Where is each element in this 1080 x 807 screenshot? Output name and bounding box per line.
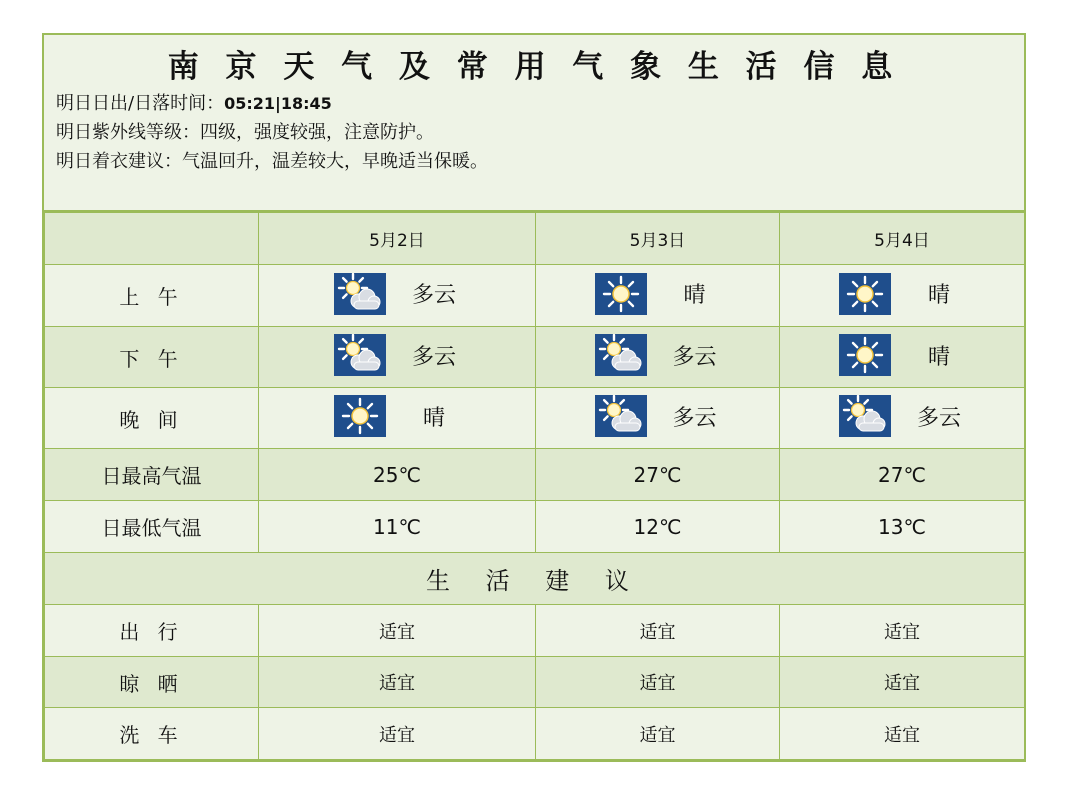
page-title: 南 京 天 气 及 常 用 气 象 生 活 信 息: [167, 49, 901, 85]
advice-label: 晾 晒: [45, 657, 259, 708]
sunrise-sunset-line: [56, 89, 1012, 118]
forecast-table: [44, 212, 1025, 760]
temp-cell: 27℃: [780, 449, 1025, 501]
date-cell: 5月3日: [536, 213, 780, 265]
advice-cell: 适宜: [536, 708, 780, 760]
weather-cell: [259, 327, 536, 388]
weather-text: 多云: [411, 344, 456, 370]
advice-label: 出 行: [45, 605, 259, 657]
weather-cell: [536, 265, 780, 327]
clothing-line: 明日着衣建议：气温回升，温差较大，早晚适当保暖。: [56, 151, 488, 172]
partly-cloudy-icon: [595, 334, 647, 376]
sunny-icon: [595, 273, 647, 315]
sunny-icon: [334, 395, 386, 437]
sunrise-sunset-label: 明日日出/日落时间：: [56, 93, 225, 114]
partly-cloudy-icon: [595, 395, 647, 437]
weather-indicator: [839, 273, 965, 315]
date-cell: 5月4日: [780, 213, 1025, 265]
advice-row: [45, 605, 1025, 657]
weather-text: 多云: [672, 344, 717, 370]
low-temp-label: 日最低气温: [45, 501, 259, 553]
partly-cloudy-icon: [839, 395, 891, 437]
section-title: 生 活 建 议: [45, 553, 1025, 605]
advice-cell: 适宜: [259, 605, 536, 657]
advice-cell: 适宜: [780, 708, 1025, 760]
period-label: 晚 间: [45, 388, 259, 449]
high-temp-label: 日最高气温: [45, 449, 259, 501]
high-temp-row: [45, 449, 1025, 501]
weather-cell: [780, 388, 1025, 449]
temp-cell: 11℃: [259, 501, 536, 553]
partly-cloudy-icon: [334, 273, 386, 315]
low-temp-row: [45, 501, 1025, 553]
sunny-icon: [839, 334, 891, 376]
weather-cell: [780, 327, 1025, 388]
period-label: 下 午: [45, 327, 259, 388]
date-cell: 5月2日: [259, 213, 536, 265]
period-row: [45, 388, 1025, 449]
weather-indicator: [334, 334, 460, 376]
weather-cell: [536, 388, 780, 449]
weather-cell: [780, 265, 1025, 327]
advice-cell: 适宜: [780, 605, 1025, 657]
uv-line: 明日紫外线等级：四级，强度较强，注意防护。: [56, 122, 434, 143]
advice-cell: 适宜: [780, 657, 1025, 708]
sunny-icon: [839, 273, 891, 315]
period-row: [45, 327, 1025, 388]
sunrise-sunset-value: 05:21|18:45: [224, 94, 332, 113]
weather-indicator: [595, 334, 721, 376]
weather-text: 多云: [672, 405, 717, 431]
weather-text: 晴: [927, 344, 950, 370]
temp-cell: 25℃: [259, 449, 536, 501]
weather-cell: [536, 327, 780, 388]
date-header-row: [45, 213, 1025, 265]
advice-cell: 适宜: [536, 605, 780, 657]
weather-text: 晴: [927, 283, 950, 308]
advice-cell: 适宜: [259, 657, 536, 708]
weather-indicator: [334, 395, 460, 437]
temp-cell: 27℃: [536, 449, 780, 501]
weather-cell: [259, 388, 536, 449]
weather-cell: [259, 265, 536, 327]
weather-text: 多云: [411, 283, 456, 308]
weather-indicator: [839, 334, 965, 376]
advice-row: [45, 657, 1025, 708]
partly-cloudy-icon: [334, 334, 386, 376]
advice-cell: 适宜: [259, 708, 536, 760]
weather-text: 晴: [422, 405, 445, 431]
temp-cell: 12℃: [536, 501, 780, 553]
weather-text: 晴: [683, 283, 706, 308]
advice-label: 洗 车: [45, 708, 259, 760]
period-row: [45, 265, 1025, 327]
header-section: [44, 35, 1024, 212]
weather-indicator: [595, 273, 721, 315]
period-label: 上 午: [45, 265, 259, 327]
weather-text: 多云: [916, 405, 961, 431]
temp-cell: 13℃: [780, 501, 1025, 553]
section-row: [45, 553, 1025, 605]
weather-indicator: [839, 395, 965, 437]
weather-indicator: [595, 395, 721, 437]
advice-row: [45, 708, 1025, 760]
weather-indicator: [334, 273, 460, 315]
corner-cell: [45, 213, 259, 265]
weather-board: [42, 33, 1026, 762]
advice-cell: 适宜: [536, 657, 780, 708]
